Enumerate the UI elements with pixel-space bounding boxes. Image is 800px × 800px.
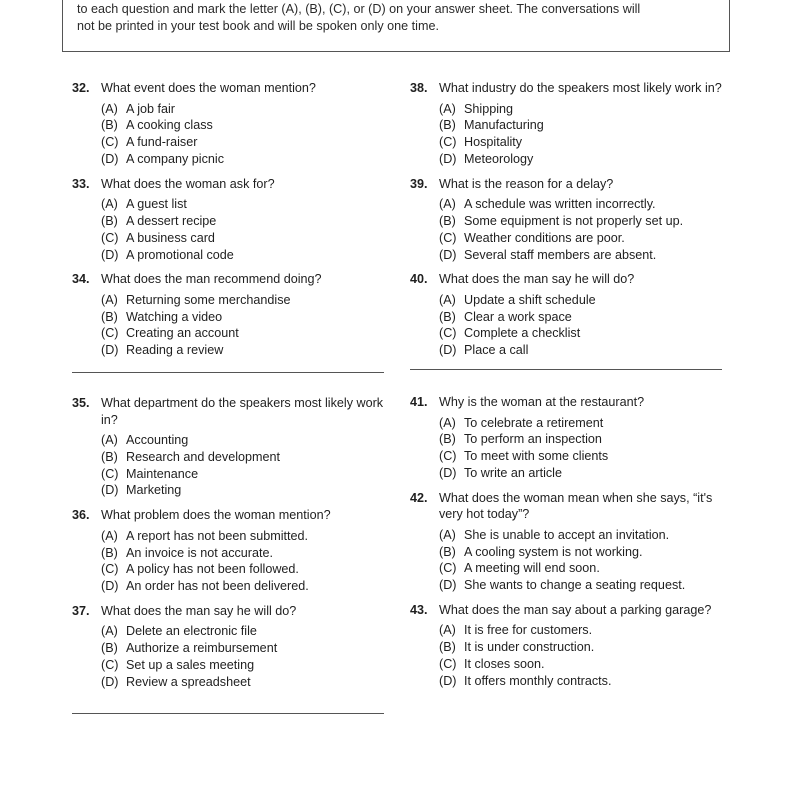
question-stem xyxy=(72,507,384,524)
option-letter: (D) xyxy=(101,579,119,594)
right-question-column xyxy=(410,80,722,690)
answer-option xyxy=(439,342,722,359)
option-text: Review a spreadsheet xyxy=(126,674,251,689)
option-letter: (A) xyxy=(101,433,118,448)
option-letter: (A) xyxy=(439,197,456,212)
answer-option xyxy=(101,309,384,326)
answer-options xyxy=(439,622,722,689)
answer-option xyxy=(101,342,384,359)
option-letter: (B) xyxy=(439,309,456,324)
question-text: What department do the speakers most likely work in? xyxy=(101,396,384,427)
option-text: A company picnic xyxy=(126,151,225,166)
answer-option xyxy=(439,673,722,690)
option-letter: (C) xyxy=(439,326,457,341)
answer-option xyxy=(101,247,384,264)
answer-option xyxy=(439,230,722,247)
answer-options xyxy=(439,415,722,482)
option-text: Accounting xyxy=(126,433,189,448)
question-number: 33. xyxy=(72,176,90,191)
question-stem xyxy=(72,80,384,97)
question-number: 36. xyxy=(72,508,90,523)
question-text: Why is the woman at the restaurant? xyxy=(439,395,645,410)
question-stem xyxy=(410,602,722,619)
option-text: To meet with some clients xyxy=(464,449,609,464)
option-letter: (D) xyxy=(439,151,457,166)
answer-option xyxy=(439,544,722,561)
option-letter: (B) xyxy=(439,213,456,228)
option-letter: (D) xyxy=(101,674,119,689)
option-letter: (A) xyxy=(439,101,456,116)
option-letter: (C) xyxy=(439,230,457,245)
question-block xyxy=(72,271,384,359)
answer-option xyxy=(101,432,384,449)
option-text: Manufacturing xyxy=(464,118,544,133)
option-letter: (C) xyxy=(439,449,457,464)
answer-option xyxy=(101,213,384,230)
answer-options xyxy=(439,292,722,359)
option-text: It is free for customers. xyxy=(464,623,593,638)
option-text: To celebrate a retirement xyxy=(464,415,604,430)
option-letter: (B) xyxy=(439,432,456,447)
answer-options xyxy=(101,528,384,595)
option-letter: (D) xyxy=(101,151,119,166)
question-number: 41. xyxy=(410,395,428,410)
option-text: A fund-raiser xyxy=(126,135,198,150)
question-block xyxy=(410,394,722,482)
option-letter: (B) xyxy=(101,213,118,228)
option-text: Place a call xyxy=(464,343,529,358)
option-text: Research and development xyxy=(126,449,281,464)
option-text: Complete a checklist xyxy=(464,326,581,341)
answer-option xyxy=(439,622,722,639)
answer-option xyxy=(439,213,722,230)
instructions-box xyxy=(62,0,730,52)
answer-option xyxy=(439,151,722,168)
question-text: What does the woman ask for? xyxy=(101,176,275,191)
question-block xyxy=(410,602,722,690)
option-text: Meteorology xyxy=(464,151,534,166)
answer-option xyxy=(101,466,384,483)
option-letter: (C) xyxy=(101,466,119,481)
answer-option xyxy=(439,656,722,673)
question-stem xyxy=(410,394,722,411)
question-block xyxy=(410,176,722,264)
answer-option xyxy=(101,623,384,640)
answer-options xyxy=(439,196,722,263)
answer-option xyxy=(439,196,722,213)
answer-option xyxy=(439,325,722,342)
answer-option xyxy=(439,448,722,465)
section-divider xyxy=(410,369,722,370)
answer-option xyxy=(101,325,384,342)
answer-option xyxy=(101,640,384,657)
question-text: What problem does the woman mention? xyxy=(101,508,331,523)
option-letter: (A) xyxy=(101,292,118,307)
option-text: An invoice is not accurate. xyxy=(126,545,274,560)
question-number: 37. xyxy=(72,603,90,618)
question-text: What industry do the speakers most likely work in? xyxy=(439,81,722,95)
question-stem xyxy=(72,271,384,288)
option-text: It closes soon. xyxy=(464,657,545,672)
option-text: A cooling system is not working. xyxy=(464,544,643,559)
option-letter: (B) xyxy=(439,118,456,133)
left-question-column xyxy=(72,80,384,714)
option-letter: (A) xyxy=(101,197,118,212)
answer-options xyxy=(101,101,384,168)
answer-option xyxy=(101,101,384,118)
question-block xyxy=(410,271,722,359)
answer-option xyxy=(439,560,722,577)
option-letter: (D) xyxy=(439,673,457,688)
option-text: A cooking class xyxy=(126,118,213,133)
option-text: A job fair xyxy=(126,101,176,116)
answer-option xyxy=(101,545,384,562)
question-text: What does the woman mean when she says, “it's very hot today”? xyxy=(439,490,713,522)
option-text: She is unable to accept an invitation. xyxy=(464,527,670,542)
question-block xyxy=(72,507,384,595)
option-text: She wants to change a seating request. xyxy=(464,578,686,593)
option-text: Update a shift schedule xyxy=(464,292,596,307)
answer-option xyxy=(101,134,384,151)
question-number: 42. xyxy=(410,490,428,505)
option-text: Several staff members are absent. xyxy=(464,247,657,262)
option-text: Weather conditions are poor. xyxy=(464,230,625,245)
option-letter: (A) xyxy=(439,623,456,638)
option-text: Reading a review xyxy=(126,343,224,358)
answer-option xyxy=(101,196,384,213)
answer-option xyxy=(101,292,384,309)
option-letter: (C) xyxy=(101,562,119,577)
question-stem xyxy=(410,490,722,523)
answer-option xyxy=(439,134,722,151)
answer-options xyxy=(101,292,384,359)
question-text: What is the reason for a delay? xyxy=(439,176,614,191)
answer-option xyxy=(101,151,384,168)
answer-option xyxy=(101,230,384,247)
option-text: It is under construction. xyxy=(464,640,595,655)
option-letter: (D) xyxy=(439,578,457,593)
option-text: Authorize a reimbursement xyxy=(126,641,278,656)
question-block xyxy=(410,80,722,168)
option-letter: (A) xyxy=(101,101,118,116)
question-block xyxy=(72,395,384,499)
question-stem xyxy=(72,395,384,428)
option-letter: (A) xyxy=(439,415,456,430)
question-stem xyxy=(410,176,722,193)
answer-option xyxy=(101,674,384,691)
option-text: Returning some merchandise xyxy=(126,292,291,307)
question-stem xyxy=(410,80,722,97)
answer-option xyxy=(439,117,722,134)
option-letter: (B) xyxy=(439,544,456,559)
instructions-line: not be printed in your test book and will be spoken only one time. xyxy=(77,19,439,33)
answer-option xyxy=(439,101,722,118)
answer-option xyxy=(101,117,384,134)
answer-option xyxy=(439,465,722,482)
option-letter: (C) xyxy=(101,135,119,150)
option-text: An order has not been delivered. xyxy=(126,579,309,594)
question-stem xyxy=(72,603,384,620)
option-text: To perform an inspection xyxy=(464,432,602,447)
option-letter: (C) xyxy=(101,326,119,341)
option-text: Shipping xyxy=(464,101,514,116)
option-letter: (D) xyxy=(439,343,457,358)
option-text: To write an article xyxy=(464,465,562,480)
answer-option xyxy=(101,561,384,578)
option-text: Marketing xyxy=(126,483,182,498)
option-text: Set up a sales meeting xyxy=(126,658,255,673)
option-letter: (B) xyxy=(439,640,456,655)
option-text: A guest list xyxy=(126,197,187,212)
option-letter: (A) xyxy=(101,528,118,543)
answer-option xyxy=(439,639,722,656)
question-stem xyxy=(72,176,384,193)
answer-option xyxy=(101,449,384,466)
option-text: A schedule was written incorrectly. xyxy=(464,197,656,212)
option-letter: (D) xyxy=(439,247,457,262)
question-text: What does the man say he will do? xyxy=(101,603,297,618)
answer-option xyxy=(101,528,384,545)
section-divider xyxy=(72,713,384,714)
question-number: 40. xyxy=(410,272,428,287)
option-letter: (B) xyxy=(101,309,118,324)
option-letter: (D) xyxy=(439,465,457,480)
option-letter: (C) xyxy=(101,658,119,673)
option-letter: (D) xyxy=(101,343,119,358)
answer-options xyxy=(101,623,384,690)
option-text: Clear a work space xyxy=(464,309,572,324)
option-text: Some equipment is not properly set up. xyxy=(464,213,684,228)
question-stem xyxy=(410,271,722,288)
option-text: A promotional code xyxy=(126,247,234,262)
answer-option xyxy=(101,482,384,499)
question-text: What does the man say about a parking garage? xyxy=(439,602,712,617)
answer-option xyxy=(439,527,722,544)
question-text: What event does the woman mention? xyxy=(101,81,316,95)
option-letter: (B) xyxy=(101,449,118,464)
answer-options xyxy=(439,101,722,168)
question-block xyxy=(72,80,384,168)
answer-option xyxy=(439,309,722,326)
answer-option xyxy=(101,578,384,595)
option-text: A business card xyxy=(126,230,215,245)
question-text: What does the man say he will do? xyxy=(439,272,635,287)
answer-option xyxy=(439,247,722,264)
option-letter: (B) xyxy=(101,545,118,560)
option-letter: (D) xyxy=(101,247,119,262)
answer-option xyxy=(439,431,722,448)
question-number: 35. xyxy=(72,396,90,411)
option-letter: (A) xyxy=(439,292,456,307)
option-text: A dessert recipe xyxy=(126,213,217,228)
question-block xyxy=(72,603,384,691)
option-text: A policy has not been followed. xyxy=(126,562,299,577)
option-letter: (A) xyxy=(439,527,456,542)
option-text: A report has not been submitted. xyxy=(126,528,309,543)
answer-option xyxy=(101,657,384,674)
option-letter: (C) xyxy=(439,135,457,150)
option-text: Maintenance xyxy=(126,466,199,481)
question-number: 38. xyxy=(410,81,428,95)
question-text: What does the man recommend doing? xyxy=(101,272,322,287)
option-letter: (B) xyxy=(101,641,118,656)
answer-option xyxy=(439,415,722,432)
question-number: 43. xyxy=(410,602,428,617)
answer-option xyxy=(439,577,722,594)
option-text: Creating an account xyxy=(126,326,239,341)
question-block xyxy=(72,176,384,264)
option-text: Hospitality xyxy=(464,135,523,150)
answer-options xyxy=(101,196,384,263)
option-text: Watching a video xyxy=(126,309,223,324)
option-letter: (C) xyxy=(101,230,119,245)
question-number: 34. xyxy=(72,272,90,287)
answer-option xyxy=(439,292,722,309)
question-block xyxy=(410,490,722,594)
option-text: A meeting will end soon. xyxy=(464,561,600,576)
option-letter: (B) xyxy=(101,118,118,133)
option-letter: (C) xyxy=(439,657,457,672)
answer-options xyxy=(101,432,384,499)
answer-options xyxy=(439,527,722,594)
question-number: 39. xyxy=(410,176,428,191)
option-letter: (A) xyxy=(101,624,118,639)
option-text: It offers monthly contracts. xyxy=(464,673,612,688)
section-divider xyxy=(72,372,384,373)
question-number: 32. xyxy=(72,81,90,95)
instructions-line: to each question and mark the letter (A), (B), (C), or (D) on your answer sheet. The conversations will xyxy=(77,2,641,16)
option-letter: (D) xyxy=(101,483,119,498)
option-letter: (C) xyxy=(439,561,457,576)
option-text: Delete an electronic file xyxy=(126,624,257,639)
